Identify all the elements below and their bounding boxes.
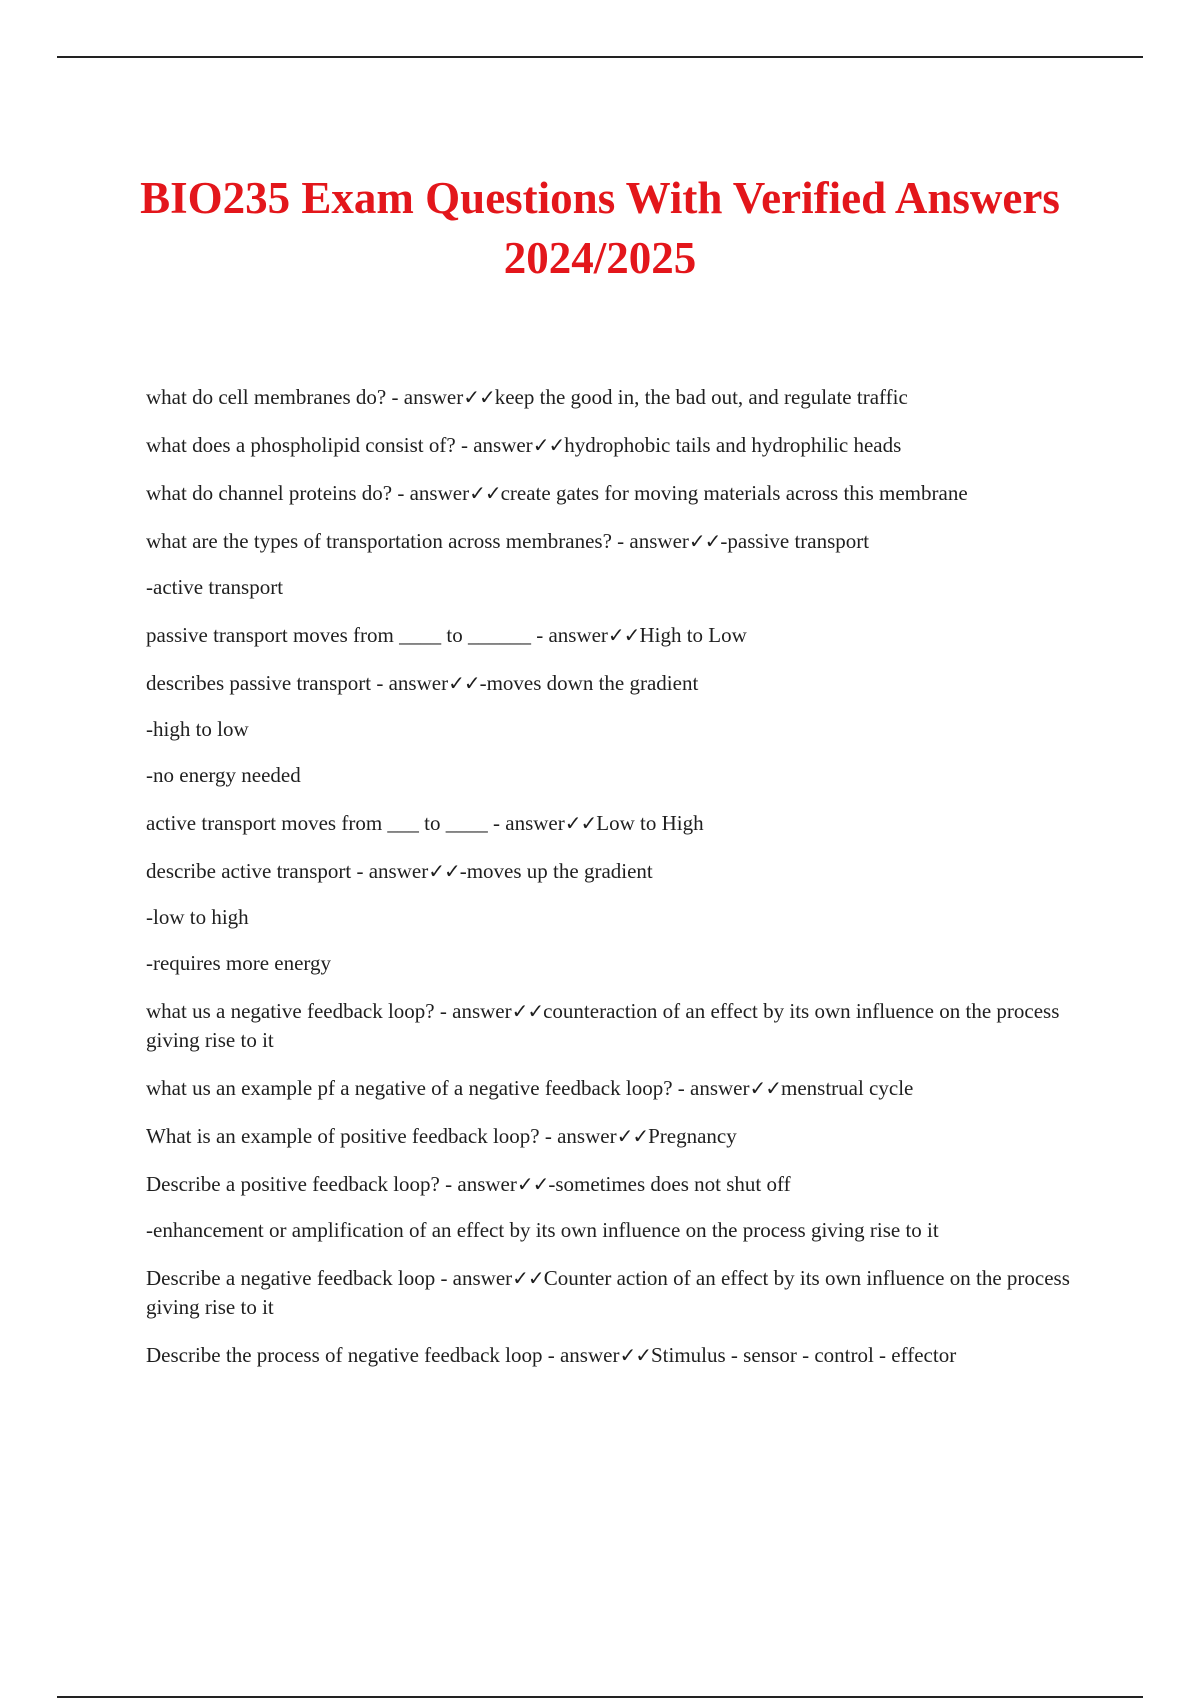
qa-item: what does a phospholipid consist of? - answer✓✓hydrophobic tails and hydrophilic heads bbox=[146, 433, 902, 457]
qa-item: Describe a negative feedback loop - answer✓✓Counter action of an effect by its own influence on the process giving rise to it bbox=[146, 1266, 1070, 1319]
check-marks-icon: ✓✓ bbox=[619, 1343, 651, 1367]
qa-item: passive transport moves from ____ to ______ - answer✓✓High to Low bbox=[146, 623, 747, 647]
check-marks-icon: ✓✓ bbox=[463, 385, 495, 409]
check-marks-icon: ✓✓ bbox=[607, 623, 640, 647]
check-marks-icon: ✓✓ bbox=[532, 433, 565, 457]
check-marks-icon: ✓✓ bbox=[428, 859, 460, 883]
check-marks-icon: ✓✓ bbox=[516, 1172, 549, 1196]
check-marks-icon: ✓✓ bbox=[564, 811, 597, 835]
qa-item: describes passive transport - answer✓✓-moves down the gradient bbox=[146, 671, 699, 695]
qa-item: active transport moves from ___ to ____ - answer✓✓Low to High bbox=[146, 811, 704, 835]
top-rule bbox=[57, 56, 1143, 58]
check-marks-icon: ✓✓ bbox=[511, 999, 544, 1023]
check-marks-icon: ✓✓ bbox=[749, 1076, 781, 1100]
qa-item: What is an example of positive feedback loop? - answer✓✓Pregnancy bbox=[146, 1124, 737, 1148]
document-title: BIO235 Exam Questions With Verified Answers 2024/2025 bbox=[140, 173, 1060, 283]
check-marks-icon: ✓✓ bbox=[469, 481, 501, 505]
qa-item: describe active transport - answer✓✓-moves up the gradient bbox=[146, 859, 653, 883]
qa-item: what us a negative feedback loop? - answer✓✓counteraction of an effect by its own influence on the process giving rise to it bbox=[146, 999, 1060, 1052]
qa-item: Describe a positive feedback loop? - answer✓✓-sometimes does not shut off bbox=[146, 1172, 791, 1196]
check-marks-icon: ✓✓ bbox=[448, 671, 480, 695]
qa-list bbox=[146, 383, 1096, 1389]
bottom-rule bbox=[57, 1696, 1143, 1698]
check-marks-icon: ✓✓ bbox=[616, 1124, 649, 1148]
qa-continuation: -low to high bbox=[146, 905, 249, 929]
qa-continuation: -active transport bbox=[146, 575, 284, 599]
qa-item: Describe the process of negative feedback loop - answer✓✓Stimulus - sensor - control - effector bbox=[146, 1343, 957, 1367]
check-marks-icon: ✓✓ bbox=[512, 1266, 544, 1290]
check-marks-icon: ✓✓ bbox=[688, 529, 721, 553]
qa-item: what do cell membranes do? - answer✓✓keep the good in, the bad out, and regulate traffic bbox=[146, 385, 908, 409]
qa-continuation: -no energy needed bbox=[146, 763, 301, 787]
qa-continuation: -requires more energy bbox=[146, 951, 332, 975]
qa-item: what us an example pf a negative of a negative feedback loop? - answer✓✓menstrual cycle bbox=[146, 1076, 914, 1100]
qa-item: what are the types of transportation across membranes? - answer✓✓-passive transport bbox=[146, 529, 870, 553]
qa-item: what do channel proteins do? - answer✓✓create gates for moving materials across this membrane bbox=[146, 481, 968, 505]
qa-continuation: -high to low bbox=[146, 717, 249, 741]
qa-continuation: -enhancement or amplification of an effect by its own influence on the process giving rise to it bbox=[146, 1218, 939, 1242]
